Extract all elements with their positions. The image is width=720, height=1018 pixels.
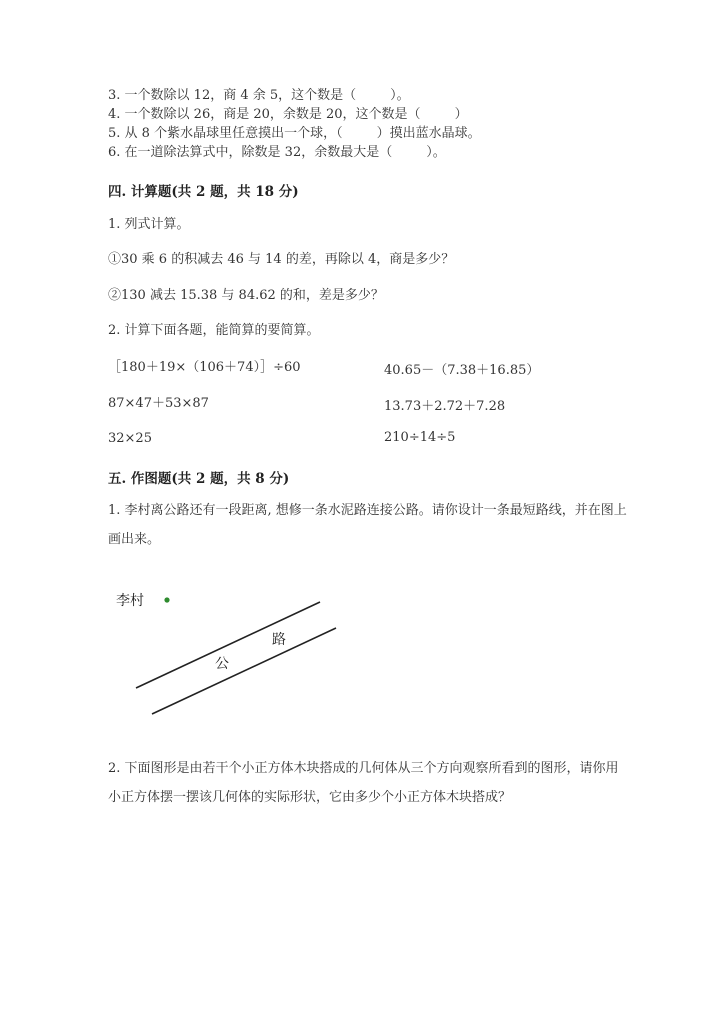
question-4-text: 4. 一个数除以 26，商是 20，余数是 20，这个数是（	[108, 107, 421, 122]
section-5-title: 五. 作图题(共 2 题，共 8 分)	[108, 471, 290, 487]
village-dot	[164, 597, 169, 602]
question-6	[108, 144, 446, 162]
question-4	[108, 106, 468, 124]
expression: 210÷14÷5	[384, 430, 456, 445]
expression: 40.65－（7.38＋16.85）	[384, 363, 540, 378]
question-5-text: 5. 从 8 个紫水晶球里任意摸出一个球，（	[108, 126, 343, 141]
section-4-title: 四. 计算题(共 2 题，共 18 分)	[108, 184, 299, 200]
expression: ［180＋19×（106＋74）］÷60	[108, 360, 301, 375]
question-6-end: ）。	[426, 145, 446, 160]
calc-q1-part-b: ②130 减去 15.38 与 84.62 的和，差是多少？	[108, 288, 384, 303]
question-6-text: 6. 在一道除法算式中，除数是 32，余数最大是（	[108, 145, 393, 160]
expression: 32×25	[108, 431, 152, 446]
expression: 87×47＋53×87	[108, 396, 209, 411]
road-label-gong: 公	[215, 656, 229, 672]
drawing-q1-text: 1. 李村离公路还有一段距离, 想修一条水泥路连接公路。请你设计一条最短路线，并在图上画出来。	[108, 503, 627, 547]
road-edge-upper	[136, 602, 320, 688]
question-4-end: ）	[454, 107, 468, 122]
question-3-end: ）。	[390, 88, 410, 103]
calc-q1-title: 1. 列式计算。	[108, 217, 190, 232]
question-5-end: ）摸出蓝水晶球。	[376, 126, 481, 141]
question-3-text: 3. 一个数除以 12，商 4 余 5，这个数是（	[108, 88, 357, 103]
drawing-q2-text: 2. 下面图形是由若干个小正方体木块搭成的几何体从三个方向观察所看到的图形，请你用小正方体摆一摆该几何体的实际形状，它由多少个小正方体木块搭成？	[108, 761, 619, 805]
calc-q2-title: 2. 计算下面各题，能简算的要简算。	[108, 323, 320, 338]
village-label: 李村	[116, 593, 144, 609]
expression: 13.73＋2.72＋7.28	[384, 399, 506, 414]
calc-q1-part-a: ①30 乘 6 的积减去 46 与 14 的差，再除以 4，商是多少？	[108, 252, 455, 267]
question-3	[108, 87, 410, 105]
question-5	[108, 125, 481, 143]
road-label-lu: 路	[272, 632, 286, 648]
road-figure[interactable]	[100, 578, 360, 728]
road-edge-lower	[152, 628, 336, 714]
